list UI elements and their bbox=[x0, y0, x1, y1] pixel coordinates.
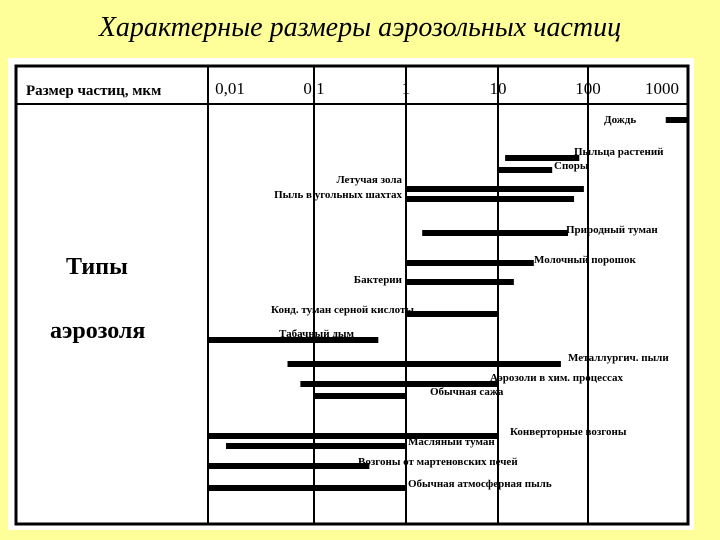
bar-label: Обычная атмосферная пыль bbox=[408, 478, 552, 490]
bar-label: Летучая зола bbox=[336, 174, 402, 186]
range-bar bbox=[226, 443, 406, 449]
bar-label: Возгоны от мартеновских печей bbox=[358, 456, 518, 468]
aerosol-size-chart bbox=[8, 58, 694, 530]
x-tick-label: 0,1 bbox=[303, 79, 325, 98]
range-bar bbox=[406, 279, 514, 285]
range-bar bbox=[314, 393, 406, 399]
bar-label: Дождь bbox=[604, 114, 637, 126]
bar-label: Конверторные возгоны bbox=[510, 426, 627, 438]
range-bar bbox=[406, 260, 534, 266]
range-bar bbox=[406, 186, 584, 192]
bar-label: Пыльца растений bbox=[574, 146, 664, 158]
x-tick-label: 100 bbox=[575, 79, 601, 98]
chart-panel bbox=[8, 58, 694, 530]
x-tick-label: 10 bbox=[489, 79, 507, 98]
x-tick-label: 0,01 bbox=[215, 79, 245, 98]
slide-title: Характерные размеры аэрозольных частиц bbox=[98, 12, 622, 43]
range-bar bbox=[406, 196, 574, 202]
range-bar bbox=[666, 117, 688, 123]
bar-label: Бактерии bbox=[353, 274, 402, 286]
x-tick-label: 1000 bbox=[645, 79, 679, 98]
x-axis-label: Размер частиц, мкм bbox=[26, 83, 162, 99]
bar-label: Пыль в угольных шахтах bbox=[274, 189, 402, 201]
bar-label: Молочный порошок bbox=[534, 254, 636, 266]
tick-labels bbox=[215, 79, 679, 98]
range-bar bbox=[422, 230, 568, 236]
side-label-line2: аэрозоля bbox=[50, 318, 146, 344]
range-bar bbox=[208, 463, 369, 469]
bar-label: Споры bbox=[554, 160, 589, 172]
bar-label: Масляный туман bbox=[408, 436, 495, 448]
bar-label: Природный туман bbox=[566, 224, 658, 236]
bar-label: Табачный дым bbox=[279, 328, 354, 340]
bar-label: Конд. туман серной кислоты bbox=[271, 304, 414, 316]
bar-label: Обычная сажа bbox=[430, 386, 504, 398]
range-bar bbox=[406, 311, 498, 317]
bar-label: Аэрозоли в хим. процессах bbox=[490, 372, 624, 384]
range-bar bbox=[498, 167, 552, 173]
side-label-line1: Типы bbox=[66, 254, 128, 280]
x-tick-label: 1 bbox=[401, 79, 411, 98]
range-bar bbox=[208, 485, 406, 491]
range-bar bbox=[288, 361, 561, 367]
bar-label: Металлургич. пыли bbox=[568, 352, 669, 364]
